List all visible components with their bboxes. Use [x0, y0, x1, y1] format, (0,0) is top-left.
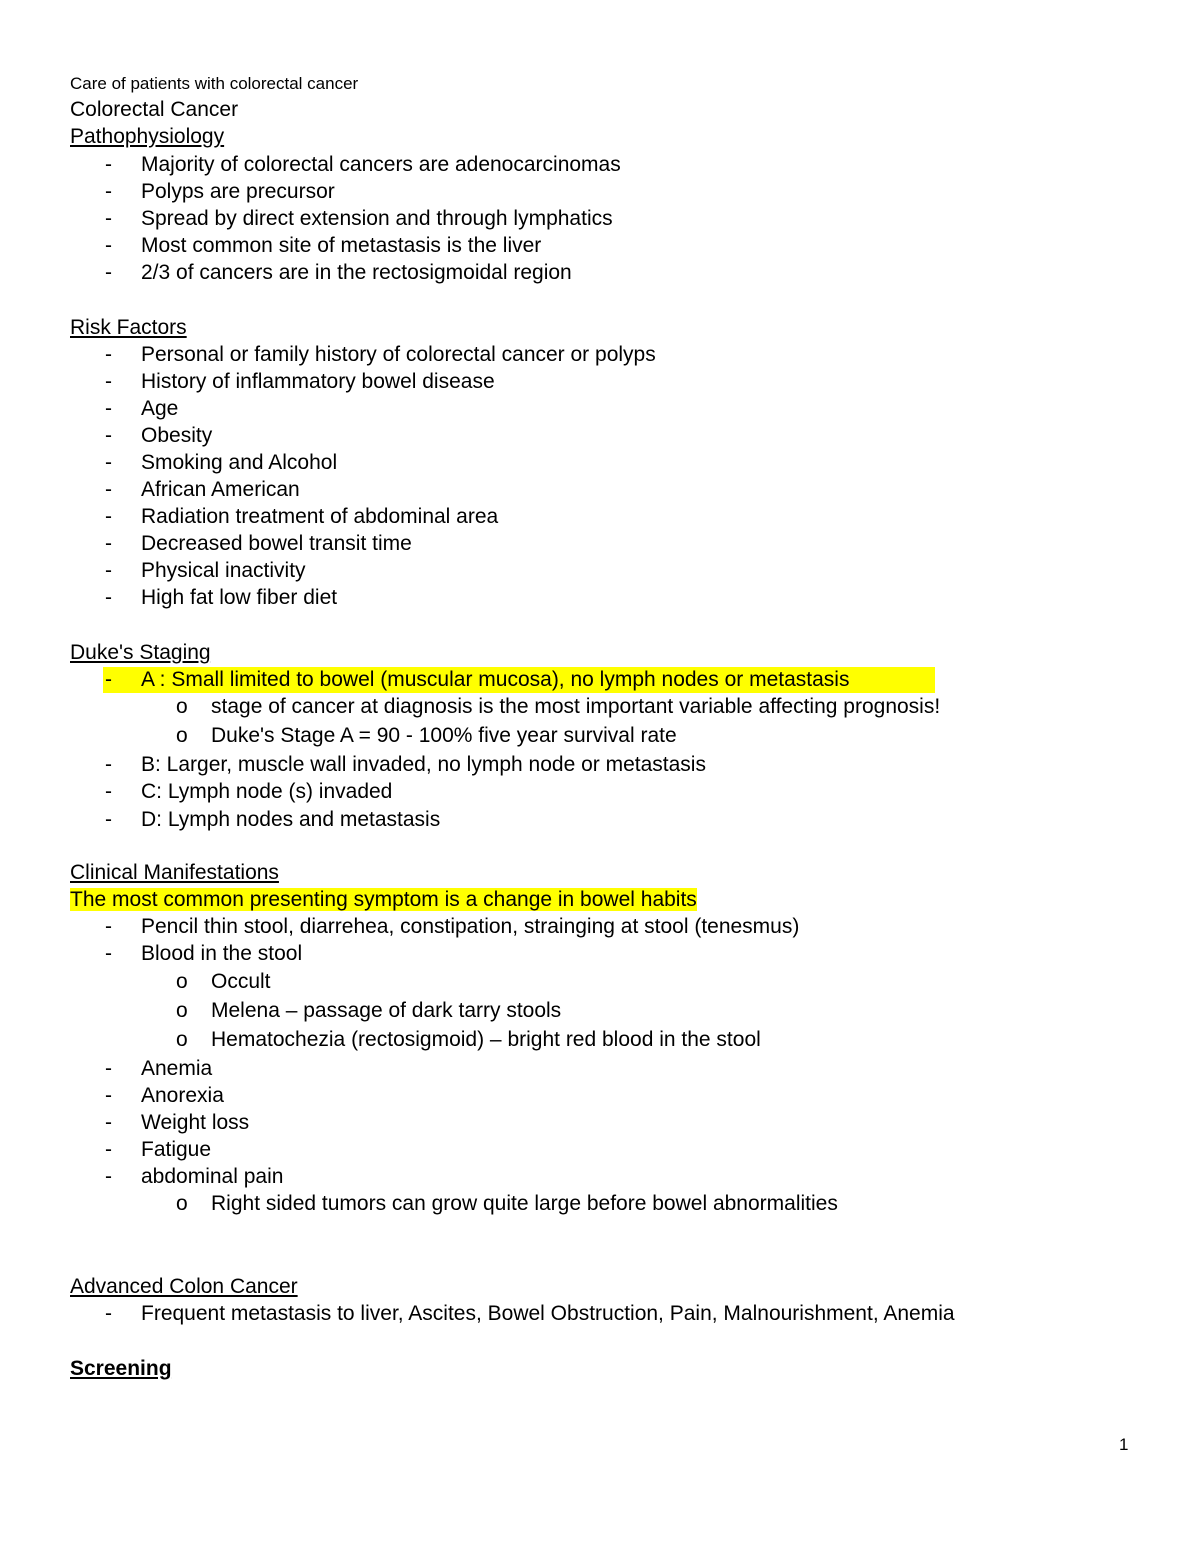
main-heading: Colorectal Cancer [70, 98, 239, 121]
section-title-risk-factors: Risk Factors [70, 316, 187, 339]
document-page: Care of patients with colorectal cancer Colorectal Cancer Pathophysiology - Majority of colorectal cancers are adenocarcinomas - Polyps are precursor - Spread by direct extension and through lymphatics - Most common site of metastasis is the liver - 2/3 of cancers are in the rectosigmoidal region Risk Factors - Personal or family history of colorectal cancer or polyps - History of inflammatory bowel disease - Age - Obesity - Smoking and Alcohol - African American - Radiation treatment of abdominal area - Decreased bowel transit time - Physical inactivity - High fat low fiber diet Duke's Staging - A : Small limited to bowel (muscular mucosa), no lymph nodes or metastasis o stage of cancer at diagnosis is the most important variable affecting prognosis! o Duke's Stage A = 90 - 100% five year survival rate - B: Larger, muscle wall invaded, no lymph node or metastasis - C: Lymph node (s) invaded - D: Lymph nodes and metastasis Clinical Manifestations The most common presenting symptom is a change in bowel habits - Pencil thin stool, diarrehea, constipation, strainging at stool (tenesmus) - Blood in the stool o Occult o Melena – passage of dark tarry stools o Hematochezia (rectosigmoid) – bright red blood in the stool - Anemia - Anorexia - Weight loss - Fatigue - abdominal pain o Right sided tumors can grow quite large before bowel abnormalities Advanced Colon Cancer - Frequent metastasis to liver, Ascites, Bowel Obstruction, Pain, Malnourishment, Anemia Screening 1 [70, 74, 1129, 1454]
highlighted-statement: The most common presenting symptom is a change in bowel habits [70, 888, 697, 911]
document-title: Care of patients with colorectal cancer [70, 74, 359, 93]
section-title-dukes-staging: Duke's Staging [70, 641, 211, 664]
page-number: 1 [1119, 1435, 1129, 1454]
section-title-clinical-manifestations: Clinical Manifestations [70, 861, 279, 884]
section-title-advanced-colon-cancer: Advanced Colon Cancer [70, 1275, 298, 1298]
section-title-pathophysiology: Pathophysiology [70, 125, 225, 148]
section-title-screening: Screening [70, 1357, 172, 1380]
